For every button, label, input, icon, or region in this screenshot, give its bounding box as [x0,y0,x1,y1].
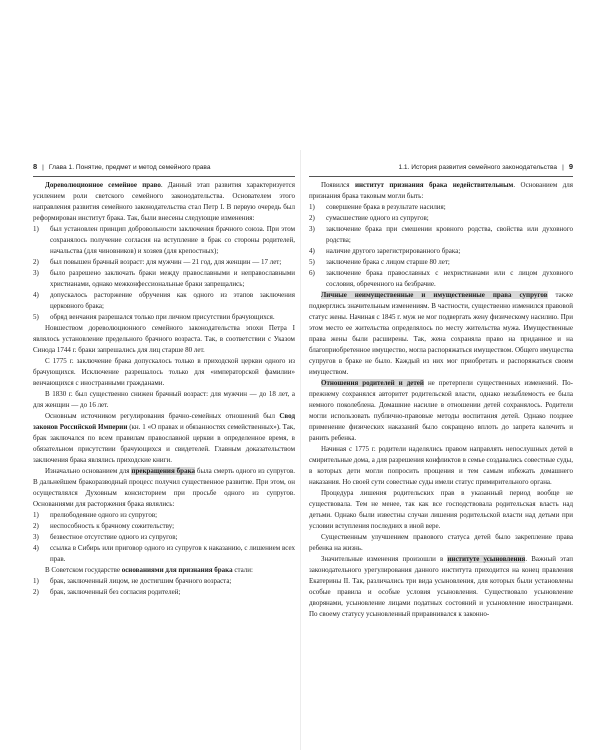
list-item: 6) заключение брака православных с нехристианами или с лицом духовного сословия, обреченного на безбрачие. [309,269,573,288]
divorce-grounds-list [33,510,295,565]
list-item: 2) был повышен брачный возраст: для мужчин — 21 год, для женщин — 17 лет; [33,258,282,266]
left-running-title: Глава 1. Понятие, предмет и метод семейного права [48,164,211,171]
left-page-number: 8 [33,162,38,171]
list-item: 1) прелюбодеяние одного из супругов; [33,511,158,519]
list-item: 4) ссылка в Сибирь или приговор одного из супругов к наказанию, с лишением всех прав. [33,544,295,563]
paragraph: С 1775 г. заключение брака допускалось только в приходской церкви одного из брачующихся. Исключение разрешалось только для «императорской фамилии» венчающихся с иностранными гражданами. [33,357,295,387]
bold-term: институте усыновления [447,555,526,563]
list-item: 2) сумасшествие одного из супругов; [309,214,429,222]
paragraph: Появился институт признания брака недействительным. Основанием для признания брака таковым могли быть: [309,181,574,200]
list-item: 2) неспособность к брачному сожительству; [33,522,175,530]
bold-term: Дореволюционное семейное право [45,181,161,189]
list-item: 1) совершение брака в результате насилия; [309,203,446,211]
bold-term: Свод законов Российской Империи [33,412,295,431]
right-page-header: 1.1. История развития семейного законодательства | 9 [309,160,573,177]
list-item: 3) заключение брака при смешении кровного родства, свойства или духовного родства; [309,225,573,244]
bold-term: Отношения родителей и детей [321,379,424,387]
paragraph: Отношения родителей и детей не претерпели существенных изменений. По-прежнему сохранялся авторитет родительской власти, однако незыблемость ее была немного поколеблена. Домашние насилие в отношении детей сохранялось. Родители могли использовать публично-правовые методы воспитания детей. Однако позднее применение физических наказаний было сокращено вплоть до запрета калечить и ранить ребенка. [309,379,573,442]
list-item: 4) наличие другого зарегистрированного брака; [309,247,461,255]
list-item: 2) брак, заключенный без согласия родителей; [33,588,181,596]
paragraph: Существенным улучшением правового статуса детей было закрепление права ребенка на жизнь. [309,533,573,552]
paragraph: Начиная с 1775 г. родители наделялись правом направлять непослушных детей в смирительные дома, а для разрешения конфликтов в семье создавались совестные суды, в которых дети могли попросить прощения и тем самым избежать домашнего наказания. Но своей сути совестные суды имели статус примирительного органа. [309,445,573,486]
list-item: 4) допускалось расторжение обручения как одного из этапов заключения церковного брака; [33,291,295,310]
paragraph: Значительные изменения произошли в институте усыновления. Важный этап законодательного урегулирования данного института приходится на конец правления Екатерины II. Так, различались три вида усыновления, для которых были установлены особые правила и особые условия усыновления. Существовало усыновление дворянами, усыновление лицами податных состояний и усыновление иностранцами. По своему статусу усыновленный приравнивался к законно- [309,555,574,618]
reform-list [33,224,295,323]
paragraph: Изначально основанием для прекращения брака была смерть одного из супругов. В дальнейшем бракоразводный процесс получил существенное развитие. При этом, он осуществлялся Духовным консисторием при просьбе одного из супругов. Основаниями для расторжения брака являлись: [33,467,295,508]
book-gutter [300,150,301,750]
paragraph: В 1830 г. был существенно снижен брачный возраст: для мужчин — до 18 лет, а для женщин — до 16 лет. [33,390,295,409]
bold-term: прекращения брака [131,467,195,475]
left-page-header: 8 | Глава 1. Понятие, предмет и метод семейного права [33,160,295,177]
invalidity-grounds-list [309,202,573,290]
bold-term: институт признания брака недействительным [354,181,514,189]
paragraph: Дореволюционное семейное право. Данный этап развития характеризуется усилением роли светского семейного законодательства. Основателем этого направления развития семейного законодательства стал Петр I. В первую очередь был реформирован институт брака. Так, были внесены следующие изменения: [33,181,295,222]
paragraph: В Советском государстве основаниями для признания брака стали: [45,566,253,574]
bold-term: Личные неимущественные и имущественные права супругов [321,291,548,299]
left-page [33,160,295,598]
right-page-number: 9 [568,162,573,171]
list-item: 3) безвестное отсутствие одного из супругов; [33,533,178,541]
list-item: 3) было разрешено заключать браки между православными и неправославными христианами, однако межконфессиональные браки запрещались; [33,269,295,288]
paragraph: Процедура лишения родительских прав в указанный период вообще не существовала. Тем не менее, так как все господствовала родительская власть над детьми. Однако были известны случаи лишения родительской власти над детьми при условии вступления последних в иной вере. [309,489,573,530]
list-item: 1) брак, заключенный лицом, не достигшим брачного возраста; [33,577,232,585]
bold-term: основаниями для признания брака [121,566,233,574]
right-running-title: 1.1. История развития семейного законодательства [398,164,558,171]
list-item: 1) был установлен принцип добровольности заключения брачного союза. При этом сохранялось получение согласия на вступление в брак со стороны родителей, начальства (для чиновников) и хозяев (для крепостных); [33,225,295,255]
paragraph: Новшеством дореволюционного семейного законодательства эпохи Петра I являлось установление предельного брачного возраста. Так, в соответствии с Указом Синода 1744 г. браки запрешались для лиц старше 80 лет. [33,324,295,354]
right-page [309,160,573,620]
soviet-grounds-list [33,576,295,598]
paragraph: Основным источником регулирования брачно-семейных отношений был Свод законов Российской Империи (кн. 1 «О правах и обязанностях семейственных»). Так, брак заключался по всем правилам православной церкви в определенное время, в обязательном присутствии брачующихся и свидетелей. Главным доказательством заключения брака являлись приходские книги. [33,412,295,464]
list-item: 5) обряд венчания разрешался только при личном присутствии брачующихся. [33,313,275,321]
paragraph: Личные неимущественные и имущественные права супругов также подверглись значительным изменениям. В частности, существенно изменился правовой статус жены. Начиная с 1845 г. муж не мог подвергать жену физическому насилию. При этом место ее жительства определялось по месту жительства мужа. Имущественные права жены были расширены. Так, жена сохраняла право на приданное и на благоприобретенное имущество, могла распоряжаться имуществом. Общего имущества супругов в браке не было. Каждый из них мог приобретать и распоряжаться своим имуществом. [309,291,573,376]
list-item: 5) заключение брака с лицом старше 80 лет; [309,258,450,266]
